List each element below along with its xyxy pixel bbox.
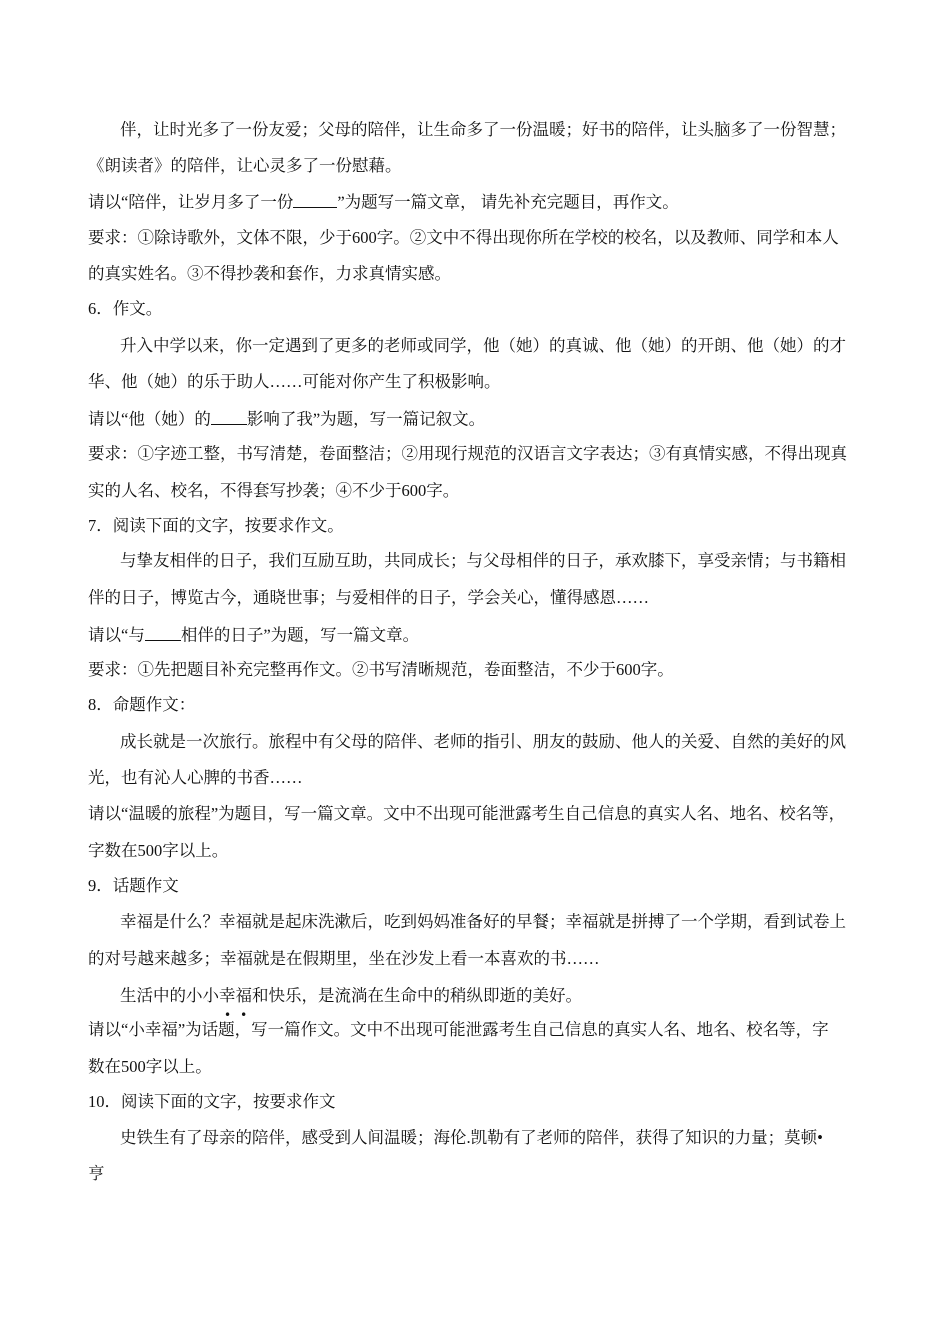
prompt-line: 成长就是一次旅行。旅程中有父母的陪伴、老师的指引、朋友的鼓励、他人的关爱、自然的美好的风: [120, 732, 846, 751]
requirement-line: 要求：①字迹工整，书写清楚，卷面整洁；②用现行规范的汉语言文字表达；③有真情实感，不得出现真: [88, 444, 847, 463]
requirement-line: 数在500字以上。: [88, 1057, 212, 1076]
prompt-line: 幸福是什么？幸福就是起床洗漱后，吃到妈妈准备好的早餐；幸福就是拼搏了一个学期，看到试卷上: [120, 912, 846, 931]
instruction-line: 请以“陪伴，让岁月多了一份 ”为题写一篇文章， 请先补充完题目，再作文。: [88, 190, 679, 214]
instruction-line: 请以“小幸福”为话题，写一篇作文。文中不出现可能泄露考生自己信息的真实人名、地名、校名等，字: [88, 1020, 829, 1039]
question-7-heading: 7．阅读下面的文字，按要求作文。: [88, 516, 344, 535]
question-9-heading: 9．话题作文: [88, 876, 179, 895]
prompt-line: 亨: [88, 1164, 105, 1183]
instruction-line: 请以“他（她）的 影响了我”为题，写一篇记叙文。: [88, 407, 485, 431]
prompt-line: 生活中的小小幸福和快乐，是流淌在生命中的稍纵即逝的美好。: [120, 986, 582, 1005]
instruction-line: 请以“温暖的旅程”为题目，写一篇文章。文中不出现可能泄露考生自己信息的真实人名、地名、校名等，: [88, 804, 846, 823]
fill-blank: [293, 190, 337, 208]
prompt-line: 《朗读者》的陪伴，让心灵多了一份慰藉。: [88, 156, 402, 175]
requirement-line: 要求：①先把题目补充完整再作文。②书写清晰规范，卷面整洁，不少于600字。: [88, 660, 674, 679]
prompt-line: 华、他（她）的乐于助人……可能对你产生了积极影响。: [88, 372, 501, 391]
requirement-line: 字数在500字以上。: [88, 841, 229, 860]
prompt-line: 升入中学以来，你一定遇到了更多的老师或同学，他（她）的真诚、他（她）的开朗、他（她）的才: [120, 336, 846, 355]
prompt-line: 与挚友相伴的日子，我们互励互助，共同成长；与父母相伴的日子，承欢膝下，享受亲情；与书籍相: [120, 551, 846, 570]
requirement-line: 要求：①除诗歌外，文体不限，少于600字。②文中不得出现你所在学校的校名，以及教师、同学和本人: [88, 228, 839, 247]
requirement-line: 实的人名、校名，不得套写抄袭；④不少于600字。: [88, 481, 460, 500]
instruction-line: 请以“与 相伴的日子”为题，写一篇文章。: [88, 623, 419, 647]
prompt-line: 史铁生有了母亲的陪伴，感受到人间温暖；海伦.凯勒有了老师的陪伴，获得了知识的力量；莫顿•: [120, 1128, 823, 1147]
question-10-heading: 10．阅读下面的文字，按要求作文: [88, 1092, 336, 1111]
prompt-line: 的对号越来越多；幸福就是在假期里，坐在沙发上看一本喜欢的书……: [88, 949, 600, 968]
prompt-line: 伴的日子，博览古今，通晓世事；与爱相伴的日子，学会关心，懂得感恩……: [88, 588, 649, 607]
fill-blank: [145, 623, 181, 641]
emphasis-dots: ••: [224, 1008, 257, 1022]
question-8-heading: 8．命题作文：: [88, 695, 196, 714]
question-6-heading: 6．作文。: [88, 299, 163, 318]
prompt-line: 光，也有沁人心脾的书香……: [88, 768, 303, 787]
requirement-line: 的真实姓名。③不得抄袭和套作，力求真情实感。: [88, 264, 451, 283]
fill-blank: [211, 407, 247, 425]
prompt-line: 伴，让时光多了一份友爱；父母的陪伴，让生命多了一份温暖；好书的陪伴，让头脑多了一份智慧；: [120, 120, 846, 139]
